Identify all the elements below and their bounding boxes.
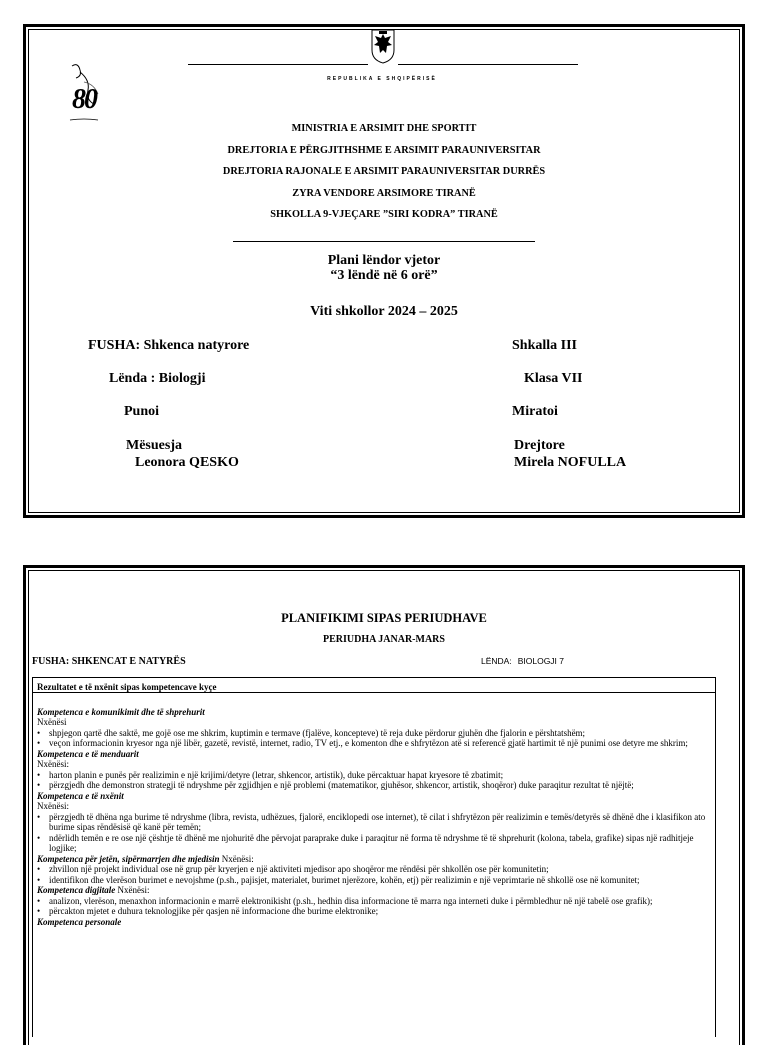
plan-subtitle: “3 lëndë në 6 orë”: [330, 268, 438, 283]
competence-title: Kompetenca e të nxënit: [37, 790, 124, 801]
worked-by-label: Punoi: [124, 404, 160, 419]
list-item: • veçon informacionin kryesor nga një libër, gazetë, revistë, internet, radio, TV etj., e komenton dhe e shfrytëzon atë si referencë gjatë hartimit të një punimi ose detyre me shkrim;: [37, 738, 713, 749]
ministry-line-1: MINISTRIA E ARSIMIT DHE SPORTIT: [291, 123, 477, 134]
ministry-line-3: DREJTORIA RAJONALE E ARSIMIT PARAUNIVERSITAR DURRËS: [222, 166, 546, 177]
plan-title: Plani lëndor vjetor: [327, 253, 441, 268]
table-header: Rezultatet e të nxënit sipas kompetencave kyçe: [37, 682, 217, 692]
logo-number: 80: [72, 84, 96, 115]
director-role: Drejtore: [514, 438, 565, 453]
competence-heading-inline: [37, 854, 713, 865]
subject-label: Lënda : Biologji: [109, 371, 206, 386]
competence-intro: Nxënësi:: [37, 801, 69, 811]
list-item: • ndërlidh temën e re ose një çështje të dhënë me njohuritë dhe përvojat paraprake duke i paraqitur në forma të ndryshme të të shprehurit (kolona, tabela, grafike) sipas një radhitjeje logjike;: [37, 833, 713, 854]
eagle-emblem-icon: [370, 28, 396, 64]
director-name: Mirela NOFULLA: [514, 455, 627, 470]
subject-info-value: BIOLOGJI 7: [517, 656, 565, 666]
school-anniversary-logo: [64, 60, 114, 126]
subject-info: [481, 656, 570, 666]
list-item: • shpjegon qartë dhe saktë, me gojë ose me shkrim, kuptimin e termave (fjalëve, koncepteve) të reja duke përdorur gjuhën dhe fjalorin e përshtatshëm;: [37, 728, 713, 739]
competence-intro: Nxënësi:: [37, 759, 69, 769]
separator-rule: [233, 241, 535, 242]
school-year: Viti shkollor 2024 – 2025: [310, 304, 458, 319]
competence-heading-inline: [37, 885, 713, 896]
competence-title: Kompetenca personale: [37, 916, 122, 927]
planning-title: PLANIFIKIMI SIPAS PERIUDHAVE: [281, 611, 487, 625]
list-item: • përcakton mjetet e duhura teknologjike për qasjen në informacione dhe burime elektronike;: [37, 906, 713, 917]
period-title: PERIUDHA JANAR-MARS: [323, 634, 445, 645]
competence-title: Kompetenca e të menduarit: [37, 748, 139, 759]
header-rule-left: [188, 64, 368, 65]
school-name-line: SHKOLLA 9-VJEÇARE ”SIRI KODRA” TIRANË: [270, 209, 498, 220]
list-item: • identifikon dhe vlerëson burimet e nevojshme (p.sh., pajisjet, materialet, burimet njerëzore, kohën, etj) për realizimin e një veprimtarie në shkollë ose në komunitet;: [37, 875, 713, 886]
competence-list: [37, 864, 713, 885]
list-item: • zhvillon një projekt individual ose në grup për kryerjen e një aktiviteti mjedisor apo shoqëror me rëndësi për shkollën ose për komunitetin;: [37, 864, 713, 875]
competence-title: Kompetenca digjitale: [37, 885, 116, 895]
list-item: • përzgjedh dhe demonstron strategji të ndryshme për zgjidhjen e një problemi (matematikor, gjuhësor, shkencor, artistik, shoqëror) duke paraqitur rezultat të njëjtë;: [37, 780, 713, 791]
competence-list: [37, 770, 713, 791]
subject-info-label: LËNDA:: [481, 656, 512, 666]
competences-content: [37, 682, 713, 927]
class-label: Klasa VII: [524, 371, 583, 386]
competence-title: Kompetenca e komunikimit dhe të shprehurit: [37, 706, 205, 717]
competence-intro: Nxënësi: [37, 717, 67, 727]
ministry-line-4: ZYRA VENDORE ARSIMORE TIRANË: [292, 188, 476, 199]
list-item: • përzgjedh të dhëna nga burime të ndryshme (libra, revista, udhëzues, fjalorë, enciklopedi ose internet), të cilat i shfrytëzon për realizimin e temës/detyrës së dhënë dhe i klasifikon ato burime sipas rëndësisë që kanë për temën;: [37, 812, 713, 833]
ministry-line-2: DREJTORIA E PËRGJITHSHME E ARSIMIT PARAUNIVERSITAR: [227, 145, 541, 156]
approved-by-label: Miratoi: [512, 404, 558, 419]
competence-list: [37, 812, 713, 854]
header-rule-right: [398, 64, 578, 65]
list-item: • analizon, vlerëson, menaxhon informacionin e marrë elektronikisht (p.sh., hedhin disa informacione të marra nga interneti duke i përmbledhur në një tabelë ose grafik);: [37, 896, 713, 907]
competence-list: [37, 896, 713, 917]
republic-caption: REPUBLIKA E SHQIPËRISË: [327, 76, 437, 82]
competence-list: [37, 728, 713, 749]
field-label: FUSHA: Shkenca natyrore: [88, 338, 250, 353]
teacher-role: Mësuesja: [126, 438, 182, 453]
list-item: • harton planin e punës për realizimin e një krijimi/detyre (letrar, shkencor, artistik), duke përcaktuar hapat kryesore të zbatimit;: [37, 770, 713, 781]
competence-title: Kompetenca për jetën, sipërmarrjen dhe mjedisin: [37, 853, 220, 864]
teacher-name: Leonora QESKO: [135, 455, 239, 470]
page2-field: FUSHA: SHKENCAT E NATYRËS: [32, 656, 186, 667]
level-label: Shkalla III: [512, 338, 577, 353]
competence-intro: Nxënësi:: [221, 853, 254, 864]
competence-intro: Nxënësi:: [117, 885, 150, 895]
